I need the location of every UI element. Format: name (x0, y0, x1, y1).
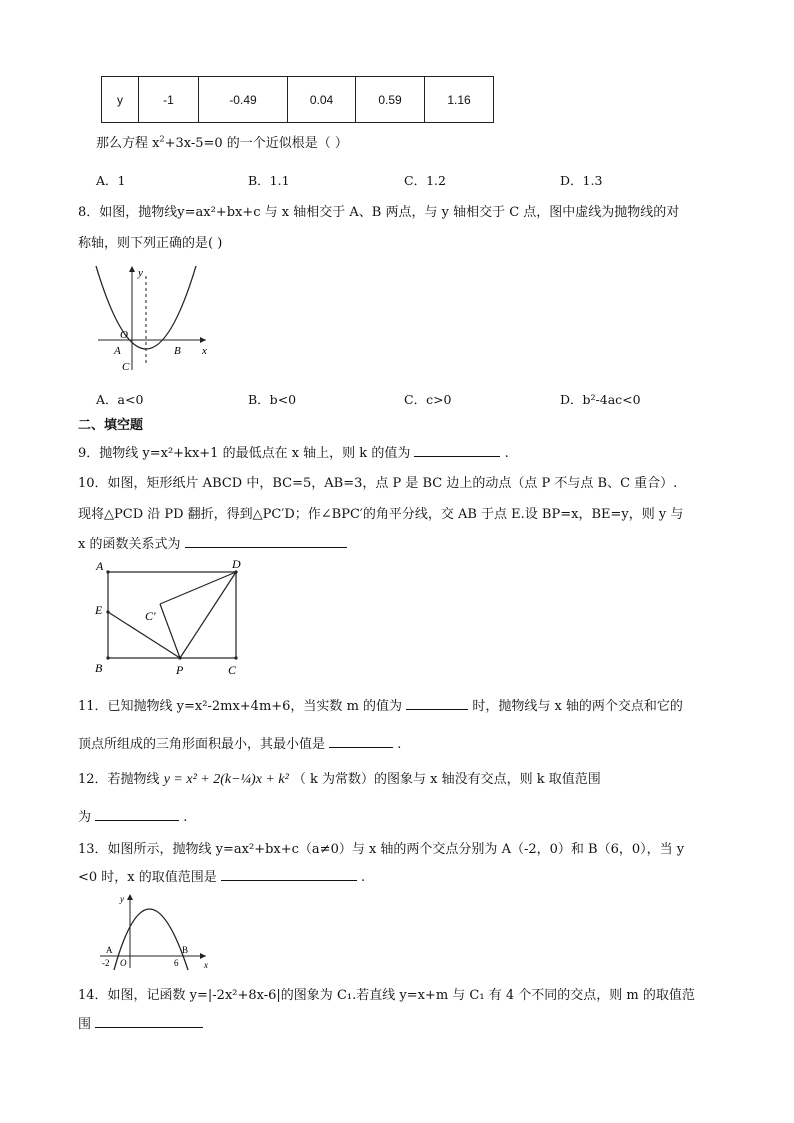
q10-rectangle-figure (90, 556, 250, 680)
q13-line2: <0 时，x 的取值范围是 . (78, 866, 365, 885)
q14-line1: 14．如图，记函数 y=|-2x²+8x-6|的图象为 C₁.若直线 y=x+m 与 C₁ 有 4 个不同的交点，则 m 的取值范 (78, 988, 695, 1003)
table-row-label: y (102, 77, 139, 123)
segment-PD (180, 572, 236, 658)
q8-line2: 称轴，则下列正确的是( ) (78, 236, 223, 251)
label-six: 6 (174, 958, 179, 968)
label-P: P (176, 663, 184, 677)
label-O: O (120, 958, 127, 968)
label-C: C (122, 361, 130, 373)
table-cell: 0.59 (356, 77, 425, 123)
segment-C2D (160, 572, 236, 604)
point-C (234, 656, 237, 659)
q8-option-c: C．c>0 (404, 392, 452, 407)
label-D: D (232, 557, 241, 571)
q8-parabola-figure (88, 262, 218, 374)
label-C: C (228, 663, 237, 677)
q13-line1: 13．如图所示，抛物线 y=ax²+bx+c（a≠0）与 x 轴的两个交点分别为 A（-2，0）和 B（6，0），当 y (78, 842, 685, 857)
q11-answer-blank-2[interactable] (329, 733, 393, 748)
label-B: B (174, 345, 181, 357)
segment-PC2 (160, 604, 180, 658)
y-axis-arrow (127, 894, 133, 900)
rectangle-ABCD (108, 572, 236, 658)
q7-option-d: D．1.3 (560, 173, 603, 188)
values-table (101, 76, 494, 123)
q12-line2: 为 . (78, 806, 187, 825)
q10-answer-blank[interactable] (185, 533, 347, 548)
point-E (106, 610, 109, 613)
q8-option-a: A．a<0 (96, 392, 144, 407)
label-x: x (204, 960, 208, 970)
label-C-prime: C′ (145, 609, 156, 623)
label-O: O (120, 329, 128, 341)
q13-parabola-figure (96, 892, 214, 972)
table-row (102, 77, 494, 123)
x-axis-arrow (200, 953, 206, 959)
label-B: B (182, 945, 189, 955)
x-axis-arrow (200, 337, 206, 343)
label-x: x (202, 345, 207, 357)
q8-option-b: B．b<0 (248, 392, 297, 407)
q7-option-a: A．1 (96, 173, 126, 188)
table-cell: 0.04 (288, 77, 356, 123)
section-title: 二、填空题 (78, 418, 144, 433)
q9: 9．抛物线 y=x²+kx+1 的最低点在 x 轴上，则 k 的值为 . (78, 442, 509, 461)
q7-stem: 那么方程 $x^2+3x-5=0$ 的一个近似根是（ ） (96, 134, 348, 151)
label-B: B (95, 661, 103, 675)
point-B (106, 656, 109, 659)
q11-line1: 11．已知抛物线 y=x²-2mx+4m+6，当实数 m 的值为 时，抛物线与 x 轴的两个交点和它的 (78, 695, 683, 714)
q11-line2: 顶点所组成的三角形面积最小，其最小值是 . (78, 733, 401, 752)
q8-option-d: D．b²-4ac<0 (560, 392, 641, 407)
table-cell: -1 (139, 77, 199, 123)
point-A (106, 570, 109, 573)
segment-EP (108, 612, 180, 658)
table-cell: -0.49 (199, 77, 288, 123)
q11-answer-blank-1[interactable] (406, 695, 468, 710)
q12-formula: y = x² + 2(k−¼)x + k² (163, 772, 289, 787)
q12-line1: 12．若抛物线 y = x² + 2(k−¼)x + k² （ k 为常数）的图象与 x 轴没有交点，则 k 取值范围 (78, 772, 601, 787)
label-y: y (138, 267, 143, 279)
q10-line1: 10．如图，矩形纸片 ABCD 中，BC=5，AB=3，点 P 是 BC 边上的动点（点 P 不与点 B、C 重合）. (78, 476, 678, 491)
label-A: A (106, 945, 113, 955)
label-y: y (120, 894, 124, 904)
q12-answer-blank[interactable] (95, 806, 179, 821)
label-A: A (114, 345, 121, 357)
y-axis-arrow (129, 266, 135, 272)
q13-answer-blank[interactable] (221, 866, 357, 881)
q7-option-c: C．1.2 (404, 173, 446, 188)
q14-line2: 围 (78, 1013, 203, 1032)
table-cell: 1.16 (425, 77, 494, 123)
label-A: A (96, 559, 104, 573)
q7-option-b: B．1.1 (248, 173, 290, 188)
q9-answer-blank[interactable] (414, 442, 500, 457)
q8-line1: 8．如图，抛物线y=ax²+bx+c 与 x 轴相交于 A、B 两点，与 y 轴相交于 C 点，图中虚线为抛物线的对 (78, 205, 680, 220)
label-minus-two: -2 (102, 958, 110, 968)
q14-answer-blank[interactable] (95, 1013, 203, 1028)
q10-line2: 现将△PCD 沿 PD 翻折，得到△PC′D；作∠BPC′的角平分线，交 AB 于点 E.设 BP=x，BE=y，则 y 与 (78, 507, 684, 522)
point-P (178, 656, 181, 659)
label-E: E (95, 603, 103, 617)
q10-line3: x 的函数关系式为 (78, 533, 347, 552)
